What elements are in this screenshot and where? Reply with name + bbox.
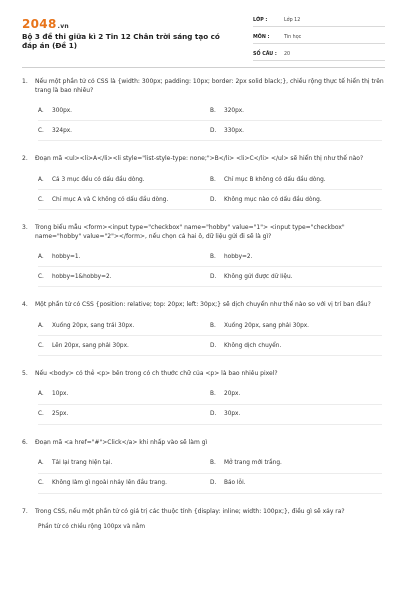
question-body: Trong biểu mẫu <form><input type="checkbox" name="hobby" value="1"> <input type="checkbox" name="hobby" value="2"></form>, nếu chọn cả hai ô, dữ liệu gửi đi sẽ là gì? [35, 224, 345, 240]
answer-grid [38, 454, 385, 494]
answer-grid [38, 385, 385, 425]
answer-text: 324px. [52, 127, 73, 134]
answer-option[interactable] [38, 170, 210, 190]
answer-letter: A. [38, 107, 44, 114]
answer-grid [38, 101, 385, 141]
answer-option[interactable] [210, 190, 382, 210]
answer-grid [38, 247, 385, 287]
answer-text: Xuống 20px, sang trái 30px. [52, 322, 135, 329]
answer-option[interactable] [38, 336, 210, 356]
meta-value: Lớp 12 [284, 17, 301, 23]
answer-grid [38, 170, 385, 210]
site-logo[interactable] [22, 17, 69, 31]
answer-letter: B. [210, 107, 216, 114]
question-text [22, 155, 385, 164]
answer-text: 320px. [224, 107, 245, 114]
question-body: Một phần tử có CSS {position: relative; top: 20px; left: 30px;} sẽ dịch chuyển như thế nào so với vị trí ban đầu? [35, 301, 371, 309]
meta-row-count [253, 48, 385, 61]
answer-letter: B. [210, 460, 216, 466]
question-4 [22, 301, 385, 356]
answer-letter: A. [38, 460, 44, 466]
question-text [22, 78, 385, 95]
header-divider [22, 67, 385, 68]
answer-option[interactable] [38, 267, 210, 287]
meta-label: SỐ CÂU : [253, 51, 277, 57]
question-body: Trong CSS, nếu một phần tử có giá trị các thuộc tính {display: inline; width: 100px;}, điều gì sẽ xảy ra? [35, 507, 345, 515]
question-number: 1. [22, 78, 28, 85]
answer-text: Không làm gì ngoài nhảy lên đầu trang. [52, 480, 167, 486]
answer-letter: B. [210, 391, 216, 398]
answer-option[interactable] [210, 336, 382, 356]
answer-letter: C. [38, 480, 44, 486]
answer-text: 10px. [52, 391, 69, 398]
answer-text: Không gửi được dữ liệu. [224, 273, 293, 280]
answer-text: Cả 3 mục đều có dấu đầu dòng. [52, 176, 145, 183]
answer-option[interactable] [38, 247, 210, 267]
answer-letter: D. [210, 127, 217, 134]
answer-text: 330px. [224, 127, 245, 134]
answer-letter: D. [210, 342, 217, 349]
question-text [22, 508, 385, 517]
answer-option[interactable] [210, 101, 382, 121]
logo-sub: .vn [57, 23, 69, 30]
answer-option[interactable] [210, 385, 382, 405]
answer-letter: A. [38, 322, 44, 329]
question-text [22, 439, 385, 448]
answer-text: 300px. [52, 107, 73, 114]
question-body: Đoạn mã <a href="#">Click</a> khi nhấp vào sẽ làm gì [35, 438, 208, 446]
answer-letter: C. [38, 342, 44, 349]
question-body: Đoạn mã <ul><li>A</li><li style="list-style-type: none;">B</li> <li>C</li> </ul> sẽ hiển thị như thế nào? [35, 155, 364, 163]
answer-text: Xuống 20px, sang phải 30px. [224, 322, 310, 329]
question-1 [22, 78, 385, 141]
answer-letter: A. [38, 253, 44, 260]
page-title: Bộ 3 đề thi giữa kì 2 Tin 12 Chân trời sáng tạo có đáp án (Đề 1) [22, 32, 220, 51]
header [0, 0, 400, 60]
meta-row-class [253, 14, 385, 27]
logo-main: 2048 [22, 17, 57, 31]
answer-letter: D. [210, 196, 217, 203]
answer-option[interactable] [210, 247, 382, 267]
answer-option-partial[interactable]: Phần tử có chiều rộng 100px và nằm [38, 524, 146, 531]
answer-letter: A. [38, 391, 44, 398]
answer-text: hobby=1&hobby=2. [52, 273, 112, 280]
answer-option[interactable] [38, 121, 210, 141]
question-number: 4. [22, 301, 28, 309]
answer-text: 30px. [224, 411, 241, 418]
answer-text: Không dịch chuyển. [224, 342, 282, 349]
answer-letter: C. [38, 411, 44, 418]
question-5 [22, 370, 385, 425]
answer-option[interactable] [38, 101, 210, 121]
answer-option[interactable] [38, 316, 210, 336]
answer-option[interactable] [210, 474, 382, 494]
answer-letter: C. [38, 273, 44, 280]
answer-letter: A. [38, 176, 44, 183]
question-number: 2. [22, 155, 28, 163]
answer-text: Tải lại trang hiện tại. [52, 460, 113, 466]
question-number: 7. [22, 507, 28, 515]
answer-letter: D. [210, 480, 217, 486]
question-body: Nếu <body> có thẻ <p> bên trong có ch thước chữ của <p> là bao nhiêu pixel? [35, 370, 278, 378]
answer-letter: B. [210, 322, 216, 329]
question-body: Nếu một phần tử có CSS là {width: 300px; padding: 10px; border: 2px solid black;}, chiều rộng thực tế hiển thị trên trang là bao nhiêu? [35, 78, 384, 94]
question-7 [22, 508, 385, 531]
question-list [22, 78, 385, 544]
meta-value: Tin học [284, 34, 302, 40]
question-number: 6. [22, 438, 28, 446]
answer-option[interactable] [38, 190, 210, 210]
answer-text: Chỉ mục A và C không có dấu đầu dòng. [52, 196, 169, 203]
question-number: 3. [22, 224, 28, 232]
meta-value: 20 [284, 51, 291, 57]
answer-text: Không mục nào có dấu đầu dòng. [224, 196, 322, 203]
answer-text: Lên 20px, sang phải 30px. [52, 342, 129, 349]
answer-option[interactable] [38, 454, 210, 474]
answer-option[interactable] [210, 316, 382, 336]
answer-text: Mở trang mới trắng. [224, 460, 282, 466]
question-text [22, 301, 385, 310]
answer-letter: C. [38, 196, 44, 203]
meta-label: MÔN : [253, 34, 270, 40]
question-number: 5. [22, 370, 28, 378]
answer-text: hobby=2. [224, 253, 253, 260]
answer-option[interactable] [210, 267, 382, 287]
answer-letter: B. [210, 253, 216, 260]
exam-meta [253, 14, 385, 65]
answer-text: Báo lỗi. [224, 480, 246, 486]
meta-row-subject [253, 31, 385, 44]
question-3 [22, 224, 385, 287]
answer-option[interactable] [210, 405, 382, 425]
question-text [22, 224, 385, 241]
answer-letter: C. [38, 127, 44, 134]
question-text [22, 370, 385, 379]
answer-option[interactable] [38, 385, 210, 405]
answer-text: Chỉ mục B không có dấu đầu dòng. [224, 176, 326, 183]
answer-grid [38, 316, 385, 356]
answer-option[interactable] [38, 474, 210, 494]
answer-letter: D. [210, 273, 217, 280]
answer-letter: B. [210, 176, 216, 183]
meta-label: LỚP : [253, 17, 268, 23]
question-2 [22, 155, 385, 210]
answer-text: 20px. [224, 391, 241, 398]
question-6 [22, 439, 385, 494]
answer-option[interactable] [210, 121, 382, 141]
answer-option[interactable] [210, 454, 382, 474]
answer-text: 25px. [52, 411, 69, 418]
answer-option[interactable] [38, 405, 210, 425]
answer-text: hobby=1. [52, 253, 81, 260]
answer-option[interactable] [210, 170, 382, 190]
answer-letter: D. [210, 411, 217, 418]
